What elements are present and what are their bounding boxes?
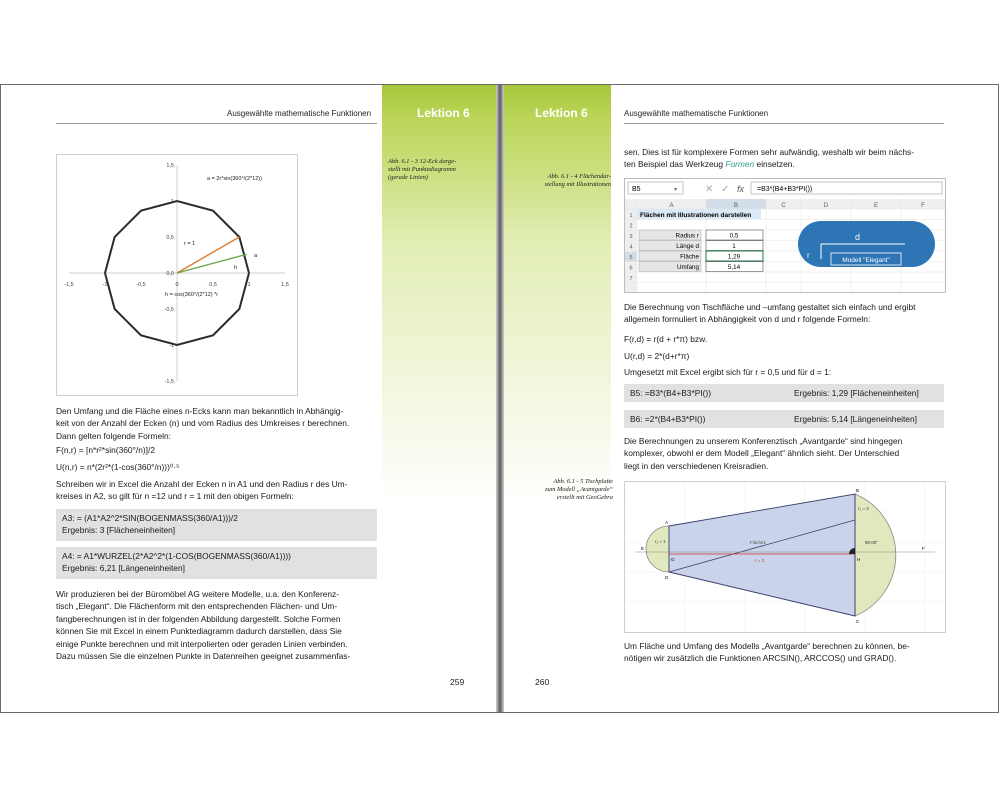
row-header[interactable]: 5	[629, 255, 633, 261]
left-page-number: 259	[450, 677, 465, 687]
left-header-title: Ausgewählte mathematische Funktionen	[227, 109, 372, 118]
code-result: Ergebnis: 1,29 [Flächeneinheiten]	[794, 388, 919, 398]
column-header[interactable]: A	[669, 203, 674, 209]
x-tick-label: 0	[175, 282, 179, 288]
caption-line: Abb. 6.1 - 3 12-Eck darge-	[388, 158, 457, 165]
code-line: A3: = (A1*A2^2*SIN(BOGENMASS(360/A1)))/2	[62, 513, 238, 523]
right-lektion-label: Lektion 6	[535, 106, 588, 120]
enter-check-icon[interactable]: ✓	[721, 184, 730, 195]
text-line: Die Berechnung von Tischfläche und –umfang gestaltet sich einfach und ergibt	[624, 302, 916, 312]
excel-figure-caption	[521, 173, 611, 189]
text-line: liegt in den verschiedenen Kreisradien.	[624, 460, 769, 471]
x-tick-label: -1,5	[64, 282, 74, 288]
label-cell-text: Länge d	[676, 243, 699, 250]
y-tick-label: 1,5	[166, 163, 174, 169]
text-line: nötigen wir zusätzlich die Funktionen ARCSIN(), ARCCOS() und GRAD().	[624, 653, 897, 664]
text-line: Dazu müssen Sie die einzelnen Punkte in Datenreihen geeignet zusammenfas-	[56, 651, 351, 662]
left-paragraph-3	[56, 588, 377, 662]
text-line: sen. Dies ist für komplexere Formen sehr aufwändig, weshalb wir beim nächs-	[624, 147, 914, 157]
value-cell-text: 0,5	[729, 232, 739, 240]
formula-bar-value: =B3*(B4+B3*PI())	[757, 186, 813, 193]
label-cell-text: Umfang	[676, 264, 699, 271]
right-paragraph-3	[624, 435, 944, 472]
row-header[interactable]: 3	[629, 234, 633, 240]
code-line: B5: =B3*(B4+B3*PI())	[630, 388, 711, 398]
text-line: allgemein formuliert in Abhängigkeit von d und r folgende Formeln:	[624, 314, 871, 325]
y-tick-label: 0,5	[166, 235, 174, 241]
x-tick-label: -0,5	[136, 282, 146, 288]
formula-f-r-d: F(r,d) = r(d + r*π) bzw.	[624, 334, 708, 344]
text-line: können Sie mit Excel in einem Punktediagramm dadurch darstellen, dass Sie	[56, 626, 342, 637]
code-result: Ergebnis: 6,21 [Längeneinheiten]	[62, 563, 185, 573]
code-box-b5	[624, 384, 944, 402]
geogebra-figure-caption	[521, 478, 613, 502]
y-tick-label: -1	[169, 343, 174, 349]
code-result: Ergebnis: 3 [Flächeneinheiten]	[62, 525, 176, 535]
caption-line: Abb. 6.1 - 5 Tischplatte	[553, 478, 613, 485]
label-cell-text: Fläche	[680, 253, 699, 261]
polygon-chart-svg	[57, 155, 297, 395]
point-b: B	[856, 488, 860, 493]
annotation-r-label: r = 1	[184, 241, 196, 247]
text-line: Schreiben wir in Excel die Anzahl der Ecken n in A1 und den Radius r des Um-	[56, 479, 348, 489]
caption-line: stellt mit Punktediagramm	[388, 166, 456, 173]
code-result: Ergebnis: 5,14 [Längeneinheiten]	[794, 414, 917, 424]
big-semicircle	[855, 494, 896, 616]
code-box-b6	[624, 410, 944, 428]
left-figure-caption	[388, 158, 488, 182]
y-tick-label: 1	[170, 199, 174, 205]
annotation-h-formula: h = cos(360°/(2*12) *r	[165, 292, 219, 298]
y-tick-label: 0,0	[166, 271, 174, 277]
text-line: Die Berechnungen zu unserem Konferenztisch „Avantgarde“ sind hingegen	[624, 436, 903, 446]
formula-f-n-r: F(n,r) = [n*r²*sin(360°/n)]/2	[56, 445, 155, 455]
y-tick-label: -1,5	[164, 379, 174, 385]
text-line: Wir produzieren bei der Büromöbel AG weitere Modelle, u.a. den Konferenz-	[56, 589, 340, 599]
geogebra-figure	[624, 481, 946, 633]
x-tick-label: 1	[247, 282, 251, 288]
code-line: B6: =2*(B4+B3*PI())	[630, 414, 706, 424]
formula-u-r-d: U(r,d) = 2*(d+r*π)	[624, 351, 690, 361]
column-header[interactable]: F	[921, 203, 925, 209]
y-tick-label: -0,5	[164, 307, 174, 313]
book-gutter	[496, 85, 504, 712]
right-paragraph-1	[624, 301, 944, 326]
row-header[interactable]: 4	[629, 244, 633, 251]
label-r1: r₁ = 1	[655, 539, 666, 544]
column-header[interactable]: C	[781, 203, 786, 209]
text-line: tisch „Elegant“. Die Flächenform mit den entsprechenden Flächen- und Um-	[56, 601, 338, 612]
point-e: E	[641, 546, 645, 551]
column-header[interactable]: D	[823, 203, 829, 209]
right-intro	[624, 146, 944, 171]
x-tick-label: -1	[102, 282, 108, 288]
value-cell-text: 5,14	[727, 264, 741, 271]
right-paragraph-4	[624, 640, 944, 665]
book-spread	[0, 84, 999, 713]
right-header-title: Ausgewählte mathematische Funktionen	[624, 109, 769, 118]
row-header[interactable]: 7	[629, 276, 633, 282]
point-h: H	[857, 557, 861, 562]
small-semicircle	[646, 526, 669, 572]
caption-line: (gerade Linien)	[388, 174, 428, 181]
label-cell-text: Radius r	[675, 232, 699, 240]
text-line: Den Umfang und die Fläche eines n-Ecks kann man bekanntlich in Abhängig-	[56, 406, 344, 416]
code-box-a3	[56, 509, 377, 541]
annotation-h-label: h	[234, 265, 238, 271]
left-lektion-label: Lektion 6	[417, 106, 470, 120]
annotation-a-label: a	[254, 253, 258, 259]
label-r: r = 3	[755, 558, 765, 563]
text-line	[624, 158, 944, 170]
text-line: Dann gelten folgende Formeln:	[56, 430, 171, 441]
excel-svg	[625, 179, 945, 292]
caption-line: stellung mit Illustrationen	[544, 181, 611, 188]
column-header[interactable]: B	[733, 203, 739, 209]
x-tick-label: 0,5	[209, 282, 217, 288]
text-line: keit von der Anzahl der Ecken (n) und vom Radius des Umkreises r berechnen.	[56, 418, 350, 429]
excel-screenshot	[624, 178, 946, 293]
text-line: komplexer, obwohl er dem Modell „Elegant“ ähnlich sieht. Der Unterschied	[624, 448, 900, 459]
polygon-chart	[56, 154, 298, 396]
left-header-rule	[56, 123, 377, 124]
chevron-down-icon[interactable]: ▾	[674, 187, 678, 193]
fx-icon[interactable]: fx	[737, 184, 745, 194]
right-paragraph-2: Umgesetzt mit Excel ergibt sich für r = 0,5 und für d = 1:	[624, 367, 832, 377]
caption-line: Abb. 6.1 - 4 Flächendar-	[547, 173, 611, 180]
formula-u-n-r: U(n,r) = n*(2r²*(1-cos(360°/n)))⁰·⁵	[56, 462, 180, 472]
code-line: A4: = A1*WURZEL(2*A2^2*(1-COS(BOGENMASS(360/A1))))	[62, 551, 291, 561]
column-header[interactable]: E	[873, 203, 879, 209]
annotation-a-formula: a = 2r*sin(360°/(2*12))	[207, 176, 262, 182]
text-line: fangberechnungen ist in der folgenden Abbildung dargestellt. Solche Formen	[56, 613, 341, 624]
point-g: G	[671, 557, 675, 562]
model-label: Modell "Elegant"	[842, 257, 890, 264]
code-box-a4	[56, 547, 377, 579]
title-cell[interactable]: Flächen mit Illustrationen darstellen	[640, 212, 752, 219]
left-paragraph-2	[56, 478, 377, 503]
point-d: D	[665, 575, 669, 580]
point-a: A	[665, 520, 669, 525]
label-flaeche: Fläche1	[750, 540, 767, 545]
x-tick-label: 1,5	[281, 282, 289, 288]
caption-line: erstellt mit GeoGebra	[556, 494, 613, 501]
caption-line: zum Modell „Avantgarde“	[545, 486, 613, 493]
row-header[interactable]: 2	[629, 223, 633, 230]
label-angle: 90,00°	[865, 540, 879, 545]
shape-d-label: d	[855, 232, 861, 242]
value-cell-text: 1,29	[727, 253, 741, 261]
text-fragment: ten Beispiel das Werkzeug	[624, 159, 726, 170]
shape-r-label: r	[807, 251, 810, 260]
value-cell-text: 1	[732, 243, 736, 250]
cancel-icon[interactable]: ✕	[705, 184, 714, 195]
right-header-rule	[624, 123, 944, 124]
text-fragment: einsetzen.	[754, 159, 795, 170]
geogebra-svg	[625, 482, 945, 632]
trapezoid-area	[669, 494, 855, 616]
point-f: F	[922, 546, 925, 551]
point-c: C	[856, 619, 860, 624]
left-paragraph-1	[56, 405, 377, 442]
label-r2: r₂ = 2	[858, 506, 869, 511]
text-line: einige Punkte berechnen und mit interpolierten oder geraden Linien verbinden.	[56, 638, 348, 649]
right-page-number: 260	[535, 677, 550, 687]
namebox-value: B5	[632, 186, 641, 193]
row-header[interactable]: 6	[629, 265, 633, 272]
formen-term: Formen	[725, 159, 755, 170]
row-header[interactable]: 1	[629, 213, 633, 219]
text-line: Um Fläche und Umfang des Modells „Avantgarde“ berechnen zu können, be-	[624, 641, 910, 651]
text-line: kreises in A2, so gilt für n =12 und r = 1 mit den obigen Formeln:	[56, 491, 294, 502]
